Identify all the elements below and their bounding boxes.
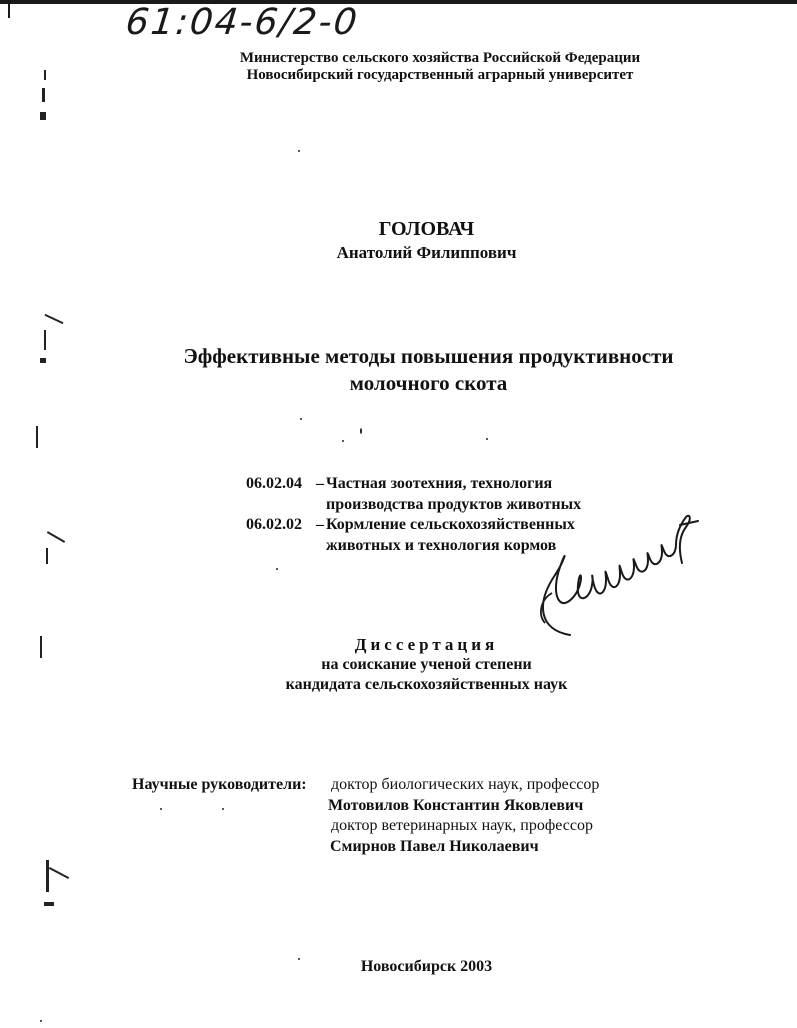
supervisor-2-name: Смирнов Павел Николаевич — [330, 838, 539, 855]
specialty-1-line2: производства продуктов животных — [326, 496, 582, 513]
specialty-1-line1: Частная зоотехния, технология — [326, 475, 553, 492]
scan-speck — [160, 808, 162, 810]
author-given-names: Анатолий Филиппович — [336, 243, 517, 262]
scan-left-border — [8, 0, 10, 18]
dissertation-title-line2: молочного скота — [349, 371, 508, 395]
specialty-dash-2: – — [316, 516, 324, 533]
city-year: Новосибирск 2003 — [360, 958, 493, 975]
margin-mark — [45, 314, 64, 324]
specialty-code-1: 06.02.04 — [246, 475, 302, 492]
signature-stroke — [543, 516, 698, 635]
scan-speck — [486, 438, 488, 440]
scan-speck — [300, 418, 302, 420]
scan-speck — [342, 440, 344, 442]
specialty-dash-1: – — [316, 475, 324, 492]
supervisor-1-title: доктор биологических наук, профессор — [331, 776, 600, 793]
scan-speck — [360, 428, 362, 434]
margin-mark — [46, 548, 48, 564]
author-surname: ГОЛОВАЧ — [378, 218, 475, 240]
margin-mark — [46, 860, 49, 892]
supervisor-2-title: доктор ветеринарных наук, профессор — [331, 817, 593, 834]
specialty-2-line2: животных и технология кормов — [326, 537, 557, 554]
degree-line1: на соискание ученой степени — [321, 656, 532, 673]
margin-mark — [40, 358, 46, 363]
dissertation-title-line1: Эффективные методы повышения продуктивности — [183, 344, 674, 368]
specialty-2-line1: Кормление сельскохозяйственных — [326, 516, 575, 533]
margin-mark — [42, 88, 45, 102]
university-name: Новосибирский государственный аграрный университет — [246, 67, 634, 83]
scan-speck — [298, 958, 300, 960]
margin-mark — [40, 112, 46, 120]
catalog-number: 61:04-6/2-0 — [123, 2, 361, 43]
ministry-name: Министерство сельского хозяйства Российской Федерации — [239, 50, 641, 66]
margin-mark — [44, 330, 46, 350]
margin-mark — [44, 902, 54, 906]
margin-mark — [44, 70, 46, 80]
scan-speck — [276, 568, 278, 570]
margin-mark — [40, 636, 42, 658]
author-signature — [530, 505, 700, 645]
specialty-code-2: 06.02.02 — [246, 516, 302, 533]
scan-top-border — [0, 0, 797, 4]
supervisor-1-name: Мотовилов Константин Яковлевич — [328, 797, 584, 814]
document-type: Диссертация — [354, 635, 499, 654]
margin-mark — [49, 867, 69, 879]
margin-mark — [36, 426, 38, 448]
scan-speck — [40, 1020, 42, 1022]
degree-line2: кандидата сельскохозяйственных наук — [285, 676, 568, 693]
scan-speck — [222, 808, 224, 810]
margin-mark — [47, 531, 65, 543]
scan-speck — [298, 150, 300, 152]
supervisors-label: Научные руководители: — [132, 776, 307, 793]
